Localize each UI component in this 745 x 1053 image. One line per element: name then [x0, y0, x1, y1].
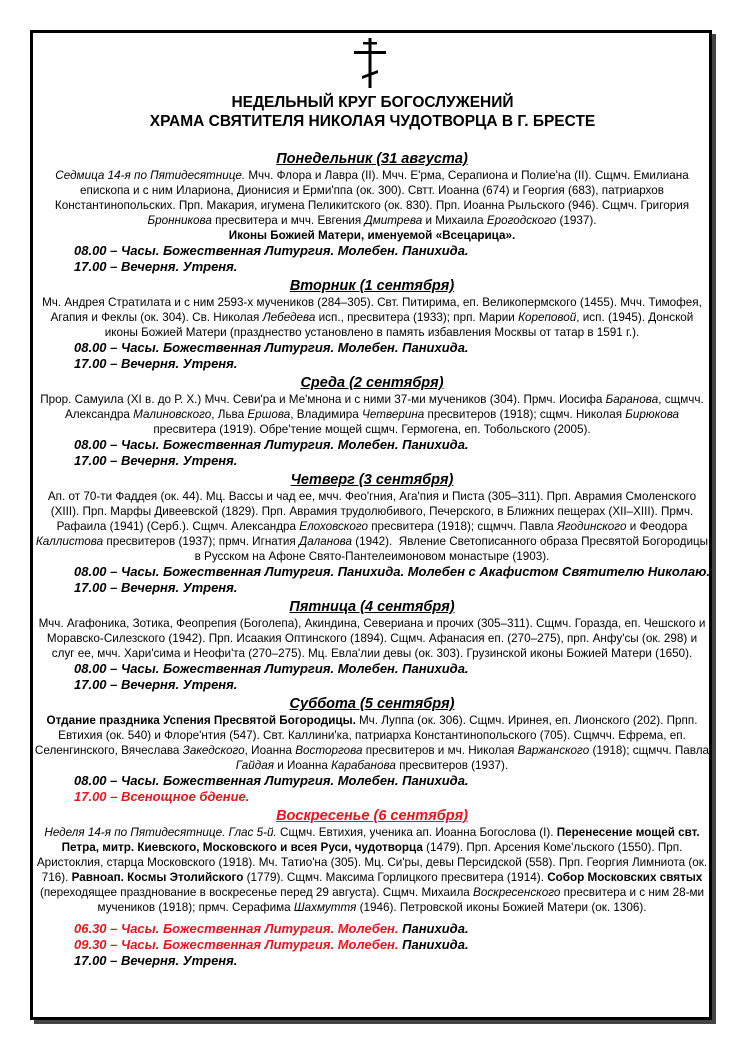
orthodox-cross-icon: [352, 38, 388, 88]
service-time: 17.00 – Вечерня. Утреня.: [74, 259, 238, 274]
day-heading: Вторник (1 сентября): [289, 278, 455, 294]
day-commemorations: Ап. от 70-ти Фаддея (ок. 44). Мц. Вассы и чад ее, мчч. Фео'гния, Ага'пия и Писта (305–311). Прп. Аврамия Смоленского (XIII). Прп. Марфы Дивеевской (1829). Прп. Аврамия трудолюбивого, Печерского, в Ближних пещерах (XII–XIII). Прмч. Рафаила (1941) (Серб.). Сщмч. Александра Елоховского пресвитера (1918); сщмчч. Павла Ягодинского и Феодора Каллистова пресвитеров (1937); прмч. Игнатия Даланова (1942). Явление Светописанного образа Пресвятой Богородицы в Русском на Афоне Свято-Пантелеимоновом монастыре (1903).: [35, 490, 709, 563]
service-time: 08.00 – Часы. Божественная Литургия. Молебен. Панихида.: [74, 773, 469, 788]
day-commemorations: Отдание праздника Успения Пресвятой Богородицы. Мч. Луппа (ок. 306). Сщмч. Иринея, еп. Лионского (202). Прпп. Евтихия (ок. 540) и Флоре'нтия (547). Свт. Каллини'ка, патриарха Константинопольского (705). Сщмчч. Ефрема, еп. Селенгинского, Вячеслава Закедского, Иоанна Восторгова пресвитеров и мч. Николая Варжанского (1918); сщмчч. Павла Гайдая и Иоанна Карабанова пресвитеров (1937).: [34, 714, 710, 772]
service-time: 09.30 – Часы. Божественная Литургия. Молебен. Панихида.: [74, 937, 469, 952]
title-line-1: НЕДЕЛЬНЫЙ КРУГ БОГОСЛУЖЕНИЙ: [231, 94, 514, 111]
day-section: [34, 471, 710, 598]
day-commemorations: Мчч. Агафоника, Зотика, Феопрепия (Боголепа), Акиндина, Севериана и прочих (305–311). Сщмч. Горазда, еп. Чешского и Моравско-Силезского (1942). Прп. Исаакия Оптинского (1894). Сщмч. Афанасия еп. (270–275), прп. Анфу'сы (ок. 298) и слуг ее, мчч. Хари'сима и Неофи'та (270–275). Мц. Евла'лии девы (ок. 303). Грузинской иконы Божией Матери (1650).: [38, 617, 706, 660]
service-time: 08.00 – Часы. Божественная Литургия. Молебен. Панихида.: [74, 243, 469, 258]
service-time: 08.00 – Часы. Божественная Литургия. Молебен. Панихида.: [74, 340, 469, 355]
day-heading: Воскресенье (6 сентября): [276, 808, 468, 824]
day-section: [34, 695, 710, 807]
day-heading: Понедельник (31 августа): [276, 151, 468, 167]
service-time: 08.00 – Часы. Божественная Литургия. Молебен. Панихида.: [74, 437, 469, 452]
day-commemorations: Неделя 14-я по Пятидесятнице. Глас 5-й. Сщмч. Евтихия, ученика ап. Иоанна Богослова (I). Перенесение мощей свт. Петра, митр. Киевского, Московского и всея Руси, чудотворца (1479). Прп. Арсения Коме'льского (1550). Прп. Аристоклия, старца Московского (1918). Мч. Татио'на (305). Мц. Си'ры, девы Персидской (558). Прп. Георгия Лимниота (ок. 716). Равноап. Космы Этолийского (1779). Сщмч. Максима Горлицкого пресвитера (1914). Собор Московских святых (переходящее празднование в воскресенье перед 29 августа). Сщмч. Михаила Воскресенского пресвитера и с ним 28-ми мучеников (1918); прмч. Серафима Шахмуття (1946). Петровской иконы Божией Матери (ок. 1306).: [36, 826, 708, 914]
schedule: [34, 150, 710, 971]
day-heading: Четверг (3 сентября): [290, 472, 454, 488]
day-section: [34, 807, 710, 971]
day-commemorations: Прор. Самуила (XI в. до Р. Х.) Мчч. Севи'ра и Ме'мнона и с ними 37-ми мучеников (304). Прмч. Иосифа Барановa, сщмчч. Александра Малиновского, Льва Ершова, Владимира Четверина пресвитеров (1918); сщмч. Николая Бирюкова пресвитера (1919). Обре'тение мощей сщмч. Гермогена, еп. Тобольского (2005).: [40, 393, 704, 436]
page-title: [40, 93, 705, 131]
service-time: 17.00 – Вечерня. Утреня.: [74, 453, 238, 468]
service-time: 17.00 – Вечерня. Утреня.: [74, 580, 238, 595]
day-heading: Пятница (4 сентября): [289, 599, 455, 615]
service-time: 17.00 – Всенощное бдение.: [74, 789, 250, 804]
day-commemorations: Седмица 14-я по Пятидесятнице. Мчч. Флора и Лавра (II). Мчч. Е'рма, Серапиона и Полие'на (II). Сщмч. Емилиана епископа и с ним Илариона, Дионисия и Ерми'ппа (ок. 300). Свтт. Иоанна (674) и Георгия (683), патриархов Константинопольских. Прп. Макария, игумена Пеликитского (ок. 830). Прп. Иоанна Рыльского (946). Сщмч. Григория Бронникова пресвитера и мчч. Евгения Дмитрева и Михаила Ерогодского (1937). Иконы Божией Матери, именуемой «Всецарица».: [54, 169, 690, 242]
service-time: 17.00 – Вечерня. Утреня.: [74, 677, 238, 692]
service-time: 06.30 – Часы. Божественная Литургия. Молебен. Панихида.: [74, 921, 469, 936]
day-section: [34, 598, 710, 695]
day-heading: Среда (2 сентября): [300, 375, 444, 391]
service-time: 17.00 – Вечерня. Утреня.: [74, 356, 238, 371]
service-time: 08.00 – Часы. Божественная Литургия. Молебен. Панихида.: [74, 661, 469, 676]
day-section: [34, 277, 710, 374]
service-time: 08.00 – Часы. Божественная Литургия. Панихида. Молебен с Акафистом Святителю Николаю.: [74, 564, 710, 579]
title-line-2: ХРАМА СВЯТИТЕЛЯ НИКОЛАЯ ЧУДОТВОРЦА В Г. БРЕСТЕ: [149, 113, 596, 130]
day-section: [34, 374, 710, 471]
service-time: 17.00 – Вечерня. Утреня.: [74, 953, 238, 968]
day-heading: Суббота (5 сентября): [289, 696, 455, 712]
day-commemorations: Мч. Андрея Стратилата и с ним 2593-х мучеников (284–305). Свт. Питирима, еп. Великопермского (1455). Мчч. Тимофея, Агапия и Феклы (ок. 304). Св. Николая Лебедева исп., пресвитера (1933); прп. Марии Кореповой, исп. (1945). Донской иконы Божией Матери (празднество установлено в память избавления Москвы от татар в 1591 г.).: [42, 296, 702, 339]
day-section: [34, 150, 710, 277]
